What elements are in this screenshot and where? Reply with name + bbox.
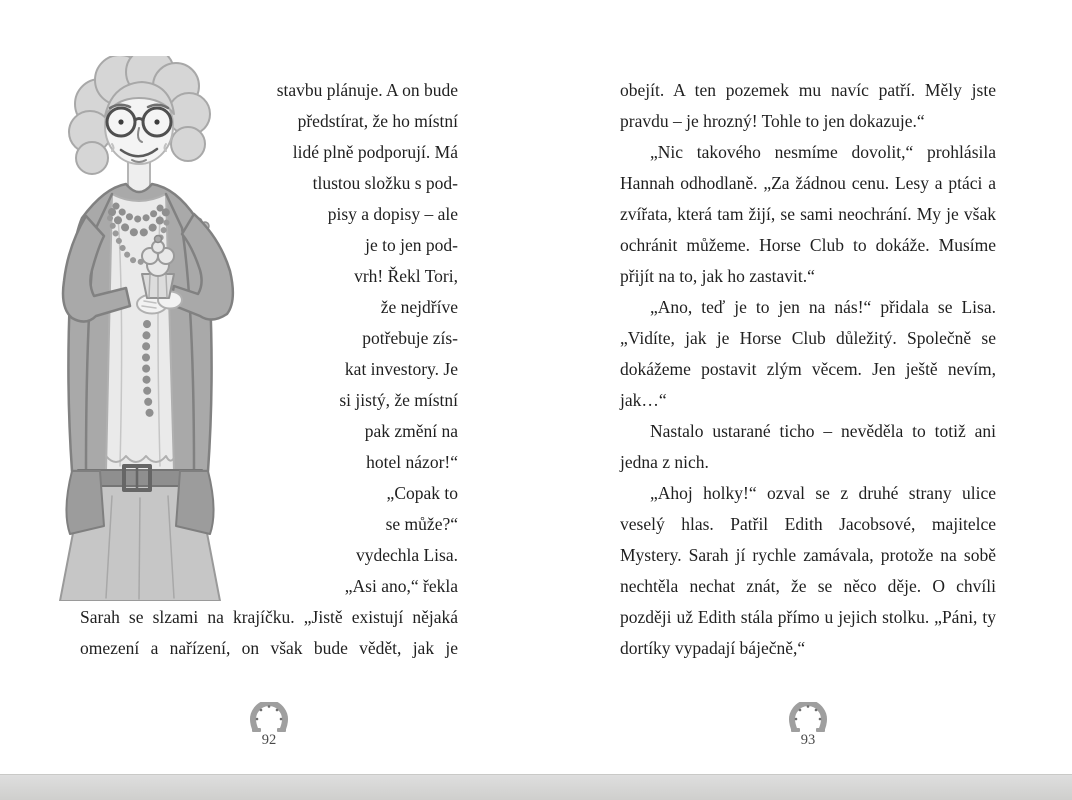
- text-line: tlustou složku s pod-: [312, 173, 458, 193]
- text-line: vrh! Řekl Tori,: [354, 266, 458, 286]
- text-line: vydechla Lisa.: [355, 545, 458, 565]
- text-line: pisy a dopisy – ale: [327, 204, 458, 224]
- paragraph: Nastalo ustarané ticho – nevěděla to totiž ani jedna z nich.: [620, 421, 996, 472]
- text-line: hotel názor!“: [366, 452, 458, 472]
- paragraph: „Ano, teď je to jen na nás!“ přidala se Lisa. „Vidíte, jak je Horse Club důležitý. Společně se dokážeme postavit zlým věcem. Jen ještě nevím, jak…“: [620, 297, 996, 410]
- horseshoe-icon: [788, 702, 828, 732]
- text-line: je to jen pod-: [365, 235, 458, 255]
- left-page-footer: [80, 702, 458, 748]
- right-page-footer: [620, 702, 996, 748]
- text-line: kat investory. Je: [344, 359, 458, 379]
- left-page-text: [80, 75, 458, 664]
- text-line: omezení a nařízení, on však bude vědět, jak je: [80, 638, 458, 658]
- paragraph: obejít. A ten pozemek mu navíc patří. Měly jste pravdu – je hrozný! Tohle to jen dokazuje.“: [620, 80, 996, 131]
- text-line: předstírat, že ho místní: [297, 111, 458, 131]
- right-page-text: [620, 75, 996, 664]
- text-line: lidé plně podporují. Má: [292, 142, 458, 162]
- paragraph: „Ahoj holky!“ ozval se z druhé strany ulice veselý hlas. Patřil Edith Jacobsové, majitelce Mystery. Sarah jí rychle zamávala, protože na sobě nechtěla nechat znát, že se něco děje. O chvíli později už Edith stála přímo u jejich stolku. „Páni, ty dortíky vypadají báječně,“: [620, 483, 996, 658]
- page-number-left: 92: [261, 732, 277, 748]
- text-line: potřebuje zís-: [362, 328, 458, 348]
- text-line: „Asi ano,“ řekla: [344, 576, 458, 596]
- text-line: „Copak to: [386, 483, 458, 503]
- text-line: si jistý, že místní: [339, 390, 458, 410]
- text-line: že nejdříve: [380, 297, 458, 317]
- page-number-right: 93: [800, 732, 816, 748]
- paragraph: „Nic takového nesmíme dovolit,“ prohlásila Hannah odhodlaně. „Za žádnou cenu. Lesy a ptáci a zvířata, která tam žijí, se sami neochrání. My je však ochránit můžeme. Horse Club to dokáže. Musíme přijít na to, jak ho zastavit.“: [620, 142, 996, 286]
- horseshoe-icon: [249, 702, 289, 732]
- text-line: stavbu plánuje. A on bude: [276, 80, 458, 100]
- text-line: se může?“: [385, 514, 458, 534]
- page-ornament: [785, 702, 831, 748]
- page-bottom-edge: [0, 774, 1072, 800]
- text-line: Sarah se slzami na krajíčku. „Jistě existují nějaká: [80, 607, 458, 627]
- page-ornament: [246, 702, 292, 748]
- text-line: pak změní na: [364, 421, 458, 441]
